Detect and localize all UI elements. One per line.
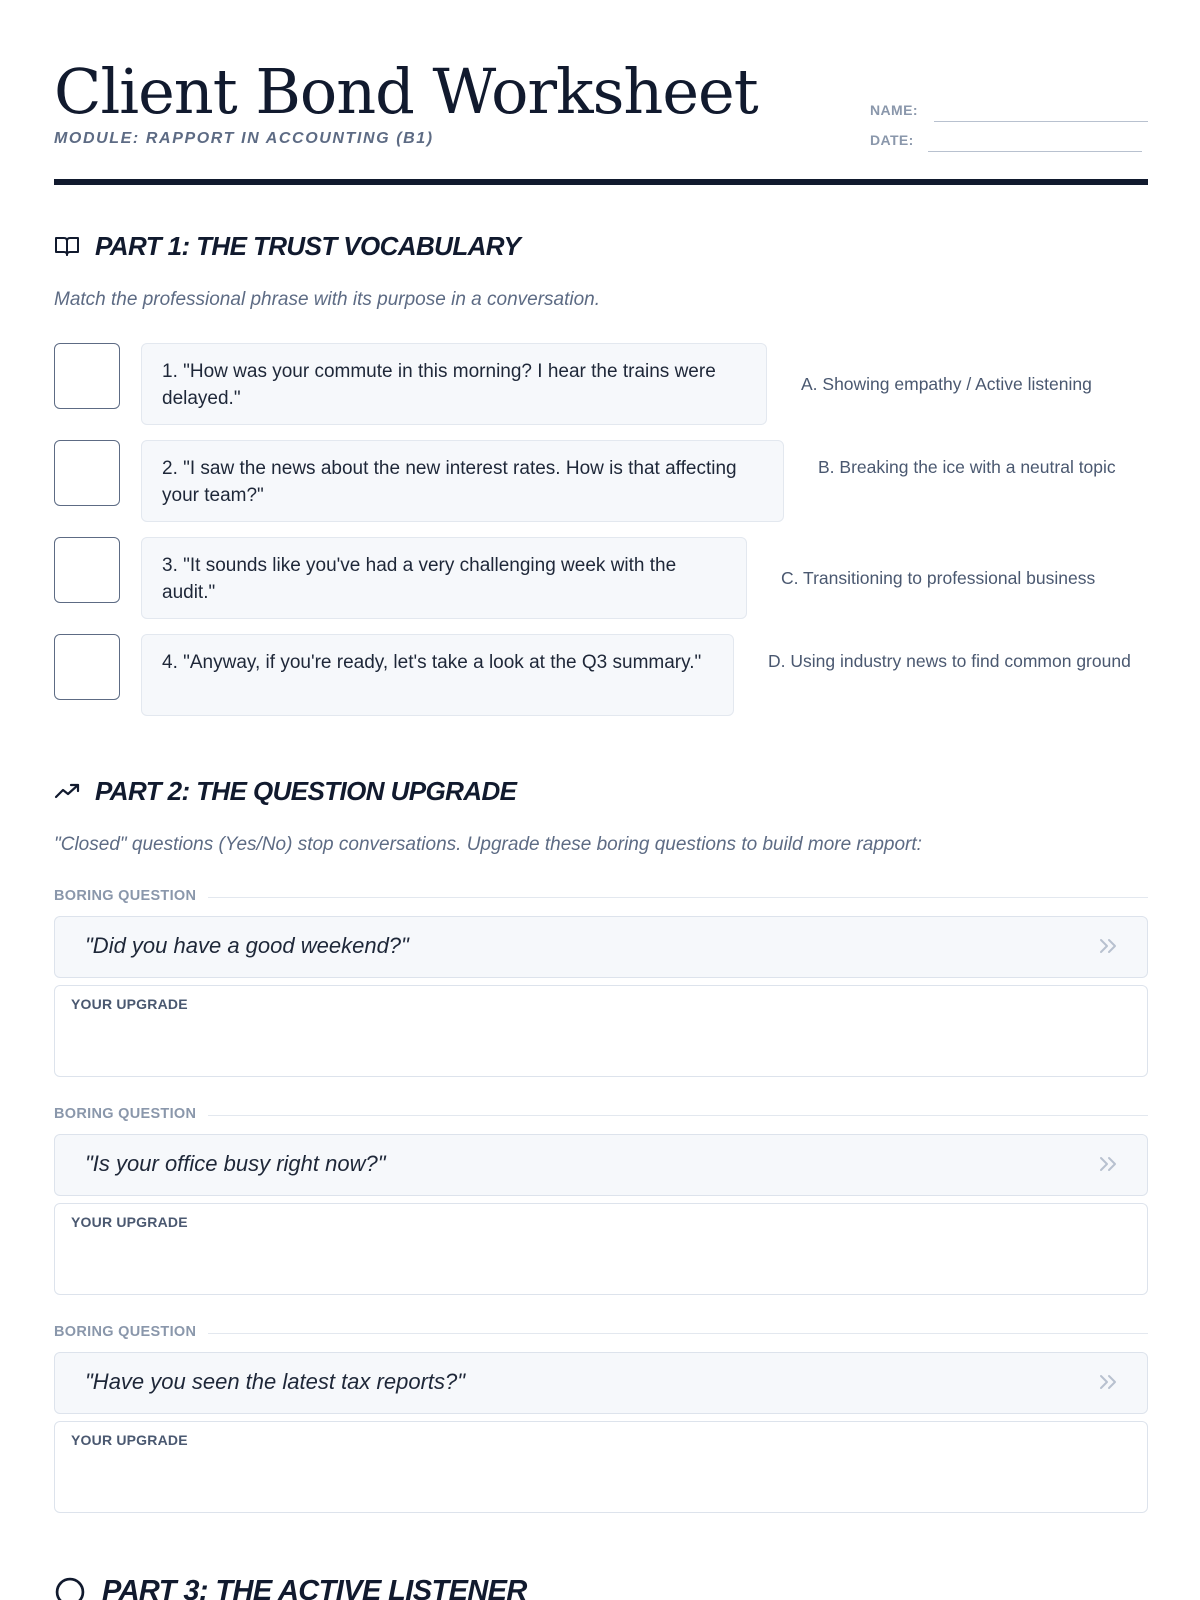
part3-title: PART 3: THE ACTIVE LISTENER: [102, 1575, 527, 1600]
upgrade-answer-field[interactable]: [54, 1421, 1148, 1513]
boring-question-label: [54, 1106, 1148, 1126]
chevrons-right-icon: [1097, 934, 1119, 958]
answer-box[interactable]: [54, 537, 120, 603]
date-line[interactable]: [928, 151, 1142, 152]
label-divider: [54, 897, 1148, 898]
part1-heading: [54, 229, 1148, 263]
match-row: [54, 537, 1148, 619]
boring-question-text: "Is your office busy right now?": [85, 1151, 386, 1176]
circle-icon: [54, 1576, 86, 1600]
worksheet-header: [54, 52, 1148, 186]
book-icon: [54, 233, 80, 259]
date-label: DATE:: [870, 132, 914, 148]
phrase-card: 2. "I saw the news about the new interest rates. How is that affecting your team?": [141, 440, 784, 522]
boring-question-label-text: BORING QUESTION: [54, 888, 208, 904]
part1-instructions: Match the professional phrase with its purpose in a conversation.: [54, 289, 601, 310]
part3-heading: [54, 1574, 1148, 1600]
date-field[interactable]: [870, 130, 1148, 152]
answer-box[interactable]: [54, 440, 120, 506]
page-title: Client Bond Worksheet: [54, 55, 758, 128]
name-field[interactable]: [870, 100, 1148, 122]
match-row: [54, 440, 1148, 522]
purpose-option: C. Transitioning to professional business: [781, 568, 1096, 588]
upgrade-label: YOUR UPGRADE: [71, 1432, 188, 1448]
boring-question-label: [54, 1324, 1148, 1344]
match-row: [54, 343, 1148, 425]
boring-question-label: [54, 888, 1148, 908]
part1-title: PART 1: THE TRUST VOCABULARY: [95, 231, 521, 261]
phrase-card: 1. "How was your commute in this morning? I hear the trains were delayed.": [141, 343, 767, 425]
name-label: NAME:: [870, 102, 918, 118]
part2-title: PART 2: THE QUESTION UPGRADE: [95, 776, 517, 806]
boring-question-card: [54, 1134, 1148, 1196]
part2-heading: [54, 774, 1148, 808]
boring-question-card: [54, 916, 1148, 978]
chevrons-right-icon: [1097, 1152, 1119, 1176]
purpose-option: B. Breaking the ice with a neutral topic: [818, 457, 1116, 477]
part2-instructions: "Closed" questions (Yes/No) stop conversations. Upgrade these boring questions to build more rapport:: [54, 834, 922, 855]
boring-question-card: [54, 1352, 1148, 1414]
boring-question-label-text: BORING QUESTION: [54, 1106, 208, 1122]
phrase-card: 3. "It sounds like you've had a very challenging week with the audit.": [141, 537, 747, 619]
header-divider: [54, 179, 1148, 185]
label-divider: [54, 1333, 1148, 1334]
purpose-option: A. Showing empathy / Active listening: [801, 374, 1092, 394]
answer-box[interactable]: [54, 343, 120, 409]
module-subtitle: MODULE: RAPPORT IN ACCOUNTING (B1): [54, 130, 434, 147]
purpose-option: D. Using industry news to find common ground: [768, 651, 1131, 671]
answer-box[interactable]: [54, 634, 120, 700]
name-line[interactable]: [934, 121, 1148, 122]
trending-up-icon: [54, 778, 80, 804]
chevrons-right-icon: [1097, 1370, 1119, 1394]
upgrade-label: YOUR UPGRADE: [71, 1214, 188, 1230]
upgrade-label: YOUR UPGRADE: [71, 996, 188, 1012]
match-row: [54, 634, 1148, 716]
upgrade-answer-field[interactable]: [54, 1203, 1148, 1295]
phrase-card: 4. "Anyway, if you're ready, let's take a look at the Q3 summary.": [141, 634, 734, 716]
boring-question-label-text: BORING QUESTION: [54, 1324, 208, 1340]
boring-question-text: "Did you have a good weekend?": [85, 933, 409, 958]
upgrade-answer-field[interactable]: [54, 985, 1148, 1077]
boring-question-text: "Have you seen the latest tax reports?": [85, 1369, 466, 1394]
label-divider: [54, 1115, 1148, 1116]
